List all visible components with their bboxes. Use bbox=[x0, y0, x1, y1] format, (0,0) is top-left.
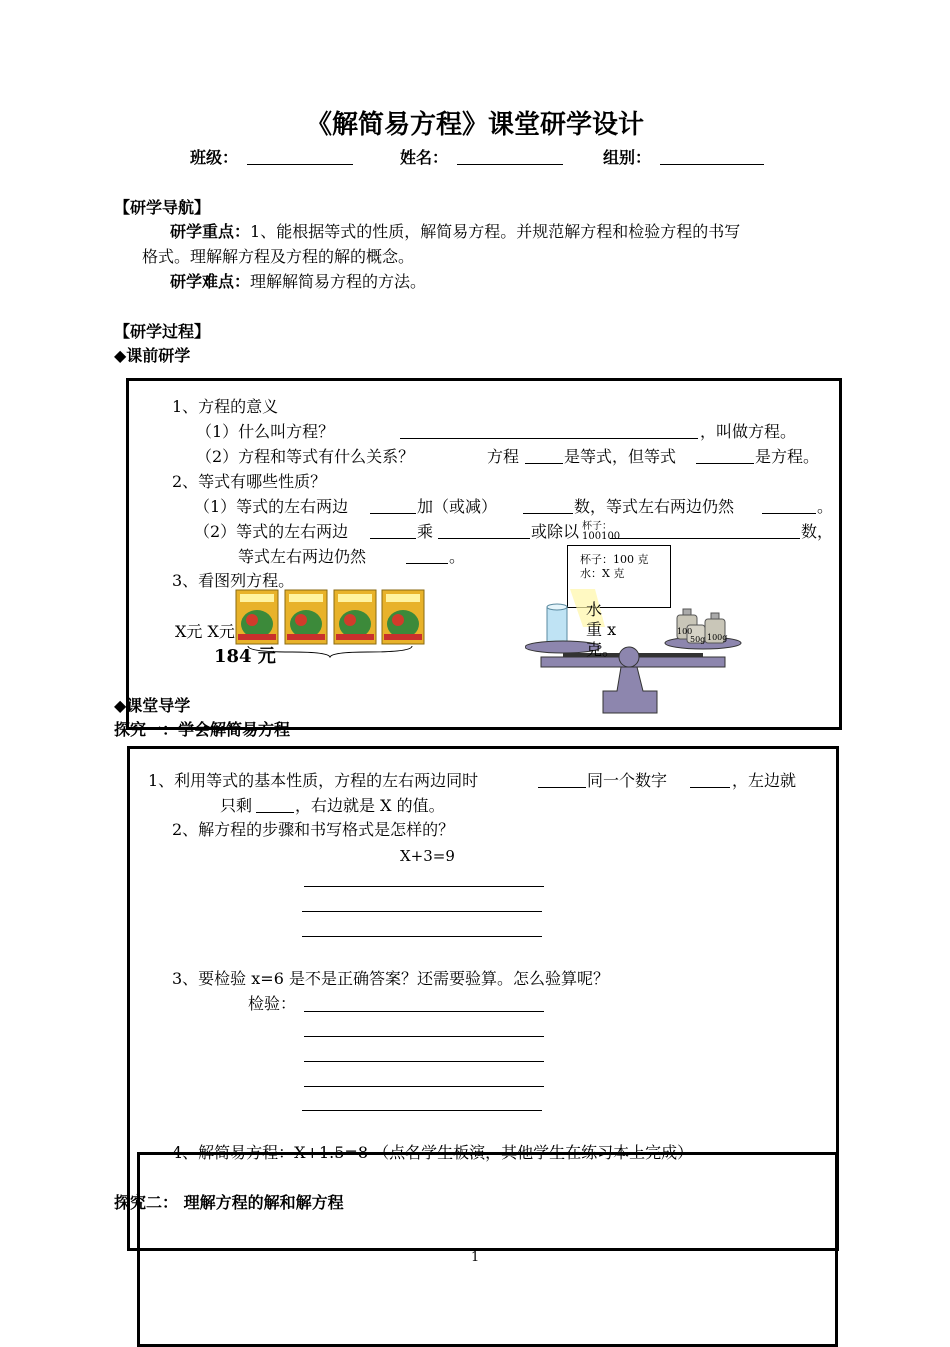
example-equation: X+3=9 bbox=[400, 847, 455, 865]
nav-heading: 【研学导航】 bbox=[114, 198, 211, 217]
q2a-blank-2[interactable] bbox=[523, 513, 573, 514]
balance-scale-image bbox=[525, 575, 745, 720]
q2a-1: （1）等式的左右两边 bbox=[194, 497, 349, 516]
class-label: 班级： bbox=[190, 148, 239, 167]
check-line[interactable] bbox=[304, 1061, 544, 1062]
q1b-3: 是等式，但等式 bbox=[564, 447, 677, 466]
key-label: 研学重点： bbox=[170, 222, 251, 241]
q2a-3: 数，等式左右两边仍然 bbox=[574, 497, 735, 516]
answer-line[interactable] bbox=[302, 936, 542, 937]
q2b-3: 或除以 bbox=[531, 522, 580, 541]
q2b-blank-1[interactable] bbox=[370, 538, 416, 539]
e2: 2、解方程的步骤和书写格式是怎样的？ bbox=[172, 820, 455, 839]
total-price: 184 元 bbox=[214, 646, 276, 667]
q2: 2、等式有哪些性质？ bbox=[172, 472, 327, 491]
class-blank[interactable] bbox=[247, 164, 353, 165]
q2a-4: 。 bbox=[817, 497, 834, 516]
x-yuan-label: X元 X元 bbox=[175, 622, 235, 641]
e1-blank-3[interactable] bbox=[256, 812, 294, 813]
book-icon bbox=[285, 590, 327, 644]
difficulty-label: 研学难点： bbox=[170, 272, 251, 291]
process-heading: 【研学过程】 bbox=[114, 322, 211, 341]
q1b: （2）方程和等式有什么关系？ bbox=[196, 447, 415, 466]
e1-2: 同一个数字 bbox=[587, 771, 668, 790]
q2b-blank-2[interactable] bbox=[438, 538, 530, 539]
e1-3: ，左边就 bbox=[732, 771, 797, 790]
e4: 4、解简易方程：X+1.5=8 （点名学生板演，其他学生在练习本上完成） bbox=[172, 1143, 694, 1162]
q1a: （1）什么叫方程？ bbox=[196, 422, 335, 441]
q1b-blank-1[interactable] bbox=[525, 463, 563, 464]
check-line[interactable] bbox=[304, 1086, 544, 1087]
tiny-label-2: 100100 bbox=[582, 531, 621, 542]
water-label-1: 水 bbox=[586, 600, 603, 619]
book-icon bbox=[236, 590, 278, 644]
q2b-4: 数， bbox=[801, 522, 834, 541]
water-label-2: 重 x bbox=[586, 620, 617, 639]
q2a-blank-3[interactable] bbox=[762, 513, 816, 514]
key-points bbox=[170, 222, 740, 242]
class-heading: ◆课堂导学 bbox=[114, 696, 191, 715]
answer-line[interactable] bbox=[302, 911, 542, 912]
group-label: 组别： bbox=[603, 148, 652, 167]
document-title: 《解简易方程》课堂研学设计 bbox=[305, 110, 644, 140]
e1-blank-2[interactable] bbox=[690, 787, 730, 788]
e1-4: 只剩 bbox=[220, 796, 253, 815]
q2b-6: 。 bbox=[449, 547, 466, 566]
scale-base bbox=[603, 667, 657, 713]
explore-one-heading: 探究一：学会解简易方程 bbox=[114, 720, 291, 739]
key-text-1: 1、能根据等式的性质，解简易方程。并规范解方程和检验方程的书写 bbox=[250, 222, 741, 241]
q1: 1、方程的意义 bbox=[172, 397, 279, 416]
explore-two-frame bbox=[137, 1152, 838, 1347]
q2a-2: 加（或减） bbox=[417, 497, 498, 516]
check-line[interactable] bbox=[304, 1036, 544, 1037]
q1a-blank[interactable] bbox=[400, 438, 698, 439]
q2b-5: 等式左右两边仍然 bbox=[238, 547, 367, 566]
page-number: 1 bbox=[471, 1250, 480, 1265]
weight-100g-label: 100g bbox=[707, 633, 728, 642]
check-line[interactable] bbox=[304, 1011, 544, 1012]
name-blank[interactable] bbox=[457, 164, 563, 165]
q2b-blank-3[interactable] bbox=[610, 538, 800, 539]
q1b-2: 方程 bbox=[487, 447, 520, 466]
book-icon bbox=[334, 590, 376, 644]
cup-icon bbox=[547, 607, 567, 645]
name-label: 姓名： bbox=[400, 148, 449, 167]
q3: 3、看图列方程。 bbox=[172, 571, 295, 590]
cup-weight-text: 杯子：100 克 bbox=[580, 553, 649, 566]
key-text-2: 格式。理解解方程及方程的解的概念。 bbox=[142, 247, 415, 266]
q1b-4: 是方程。 bbox=[755, 447, 820, 466]
book-icon bbox=[382, 590, 424, 644]
q2a-blank-1[interactable] bbox=[370, 513, 416, 514]
e3: 3、要检验 x=6 是不是正确答案？还需要验算。怎么验算呢？ bbox=[172, 969, 609, 988]
q1a-end: ，叫做方程。 bbox=[700, 422, 797, 441]
water-weight-text: 水：X 克 bbox=[580, 567, 625, 580]
e1-blank-1[interactable] bbox=[538, 787, 586, 788]
q2b-1: （2）等式的左右两边 bbox=[194, 522, 349, 541]
q2b-2: 乘 bbox=[417, 522, 434, 541]
weight-50-label: 50g bbox=[690, 635, 706, 644]
group-blank[interactable] bbox=[660, 164, 764, 165]
e1-1: 1、利用等式的基本性质，方程的左右两边同时 bbox=[148, 771, 479, 790]
q2b-blank-4[interactable] bbox=[406, 563, 448, 564]
weight-100-label: 100 bbox=[677, 627, 693, 636]
water-label-3: 克。 bbox=[586, 640, 619, 659]
difficulty-text: 理解解简易方程的方法。 bbox=[250, 272, 427, 291]
pre-study-heading: ◆课前研学 bbox=[114, 346, 191, 365]
answer-line[interactable] bbox=[304, 886, 544, 887]
check-line[interactable] bbox=[302, 1110, 542, 1111]
e1-5: ，右边就是 X 的值。 bbox=[295, 796, 445, 815]
explore-two-heading: 探究二： 理解方程的解和解方程 bbox=[114, 1193, 344, 1212]
q1b-blank-2[interactable] bbox=[696, 463, 754, 464]
tiny-label-1: 杯子： bbox=[582, 521, 612, 532]
check-label: 检验： bbox=[248, 994, 297, 1013]
